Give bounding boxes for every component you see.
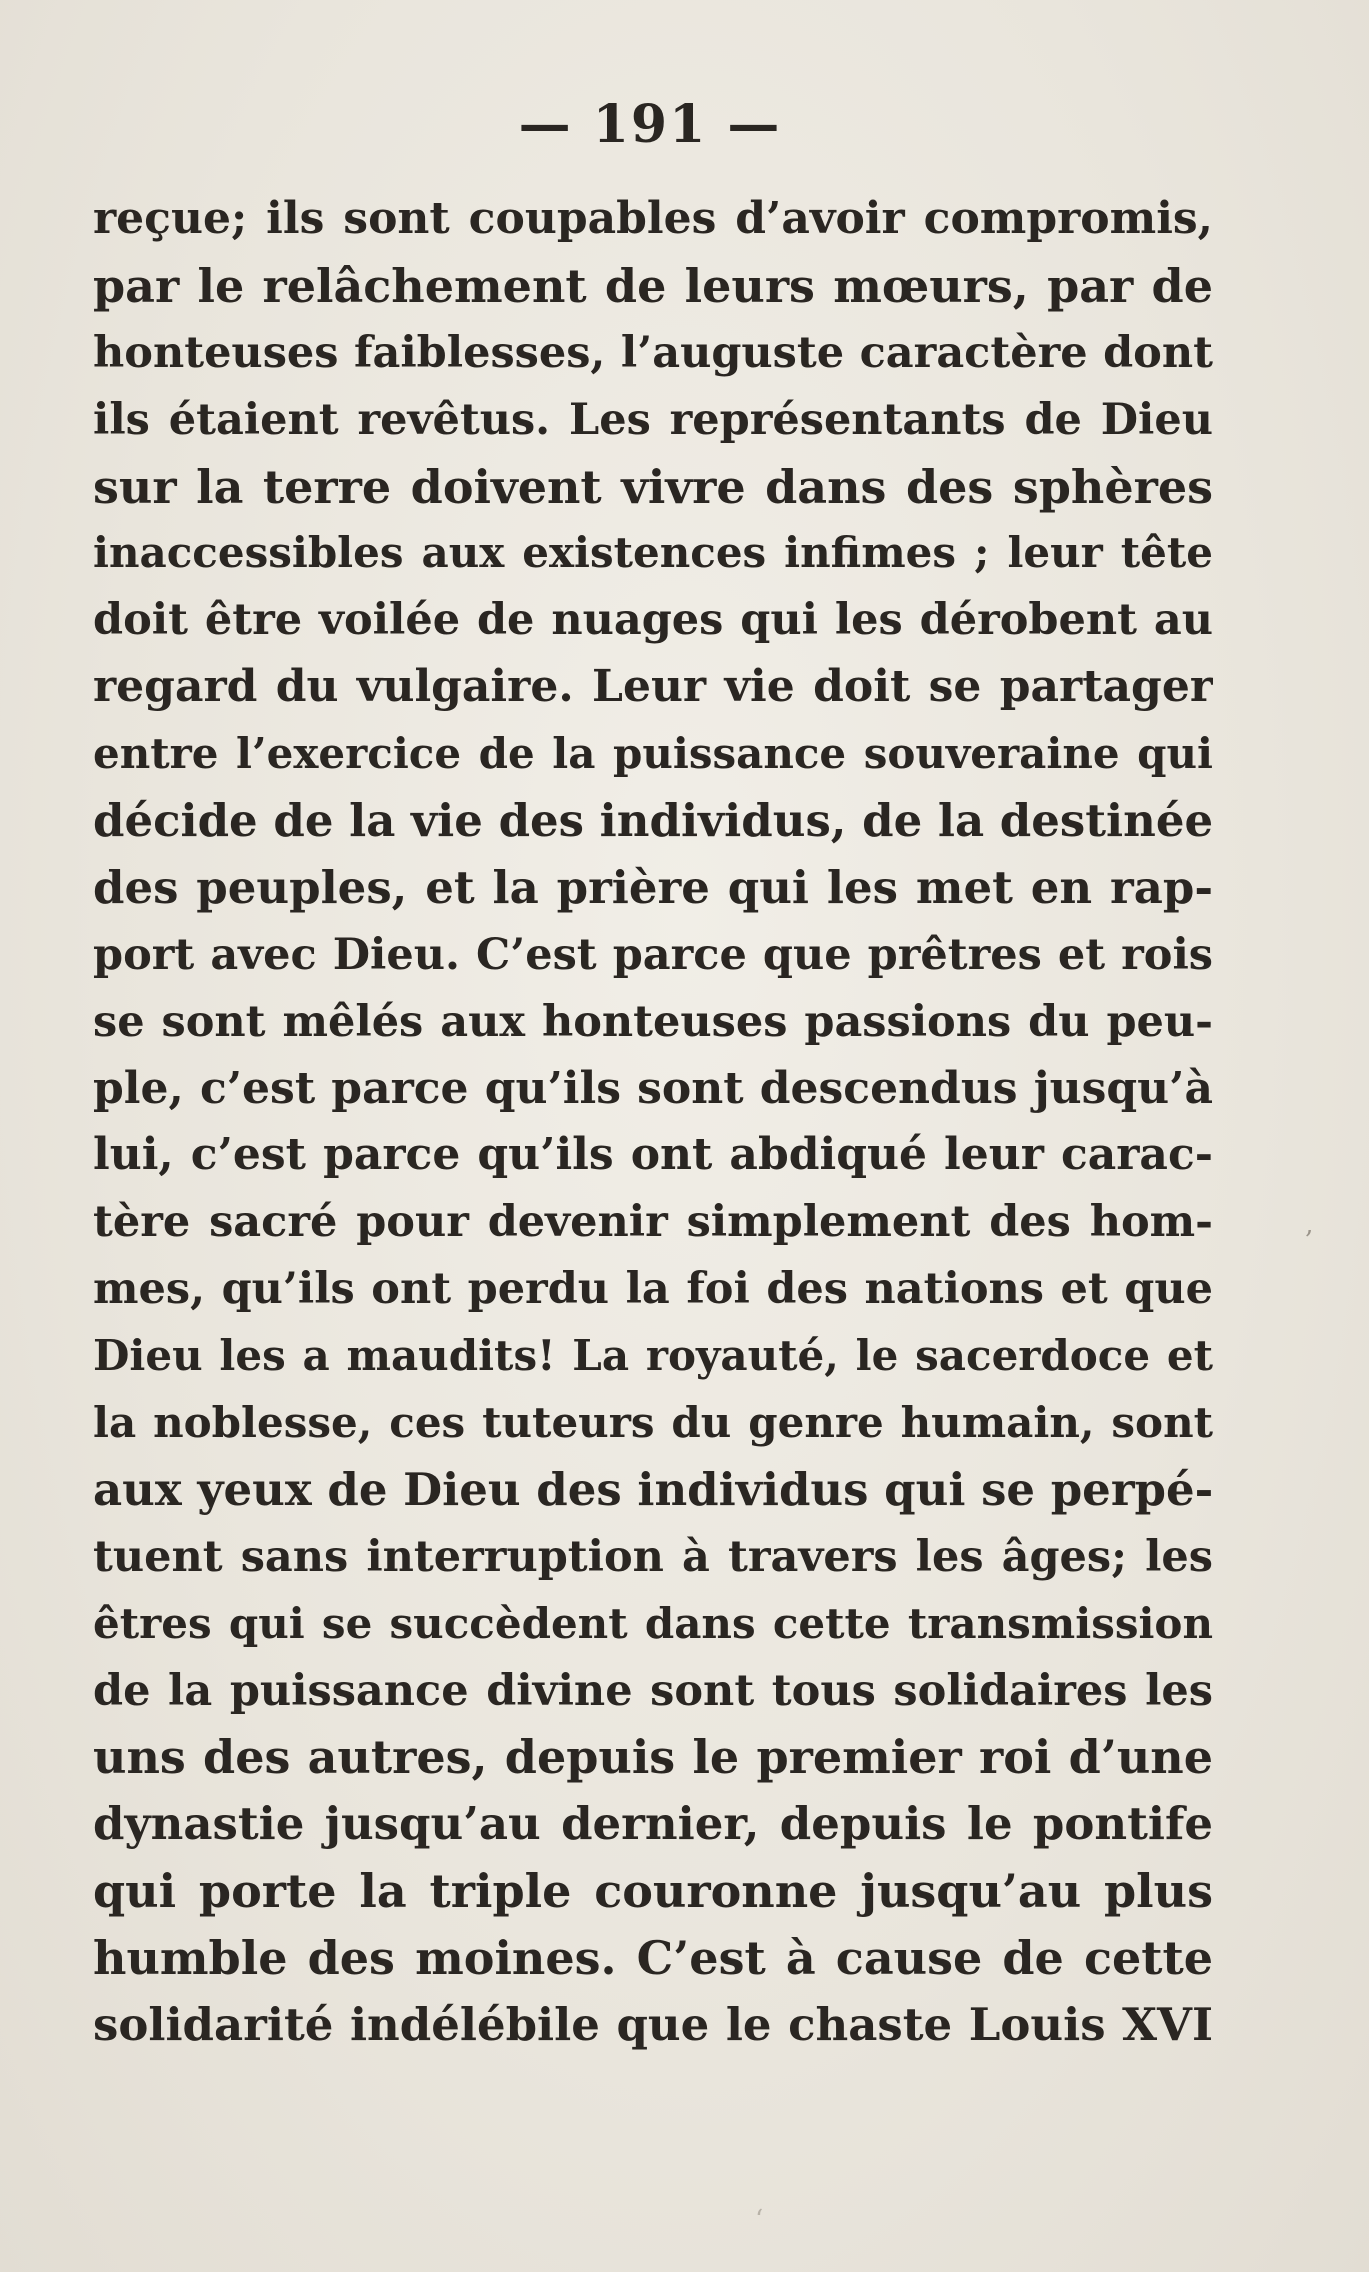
text-line: dynastie jusqu’au dernier, depuis le pontife (93, 1797, 1213, 1851)
text-line: tuent sans interruption à travers les âges; les (93, 1531, 1213, 1582)
text-line: humble des moines. C’est à cause de cette (93, 1931, 1213, 1986)
text-line: lui, c’est parce qu’ils ont abdiqué leur carac- (93, 1129, 1213, 1181)
text-line: aux yeux de Dieu des individus qui se perpé- (93, 1462, 1213, 1516)
text-line: la noblesse, ces tuteurs du genre humain, sont (93, 1398, 1213, 1448)
text-line: mes, qu’ils ont perdu la foi des nations et que (93, 1264, 1213, 1315)
margin-stray-mark: ‚ (1305, 1210, 1314, 1240)
text-line: par le relâchement de leurs mœurs, par de (93, 258, 1213, 313)
text-line: ple, c’est parce qu’ils sont descendus jusqu’à (93, 1062, 1213, 1114)
text-line: uns des autres, depuis le premier roi d’une (93, 1730, 1213, 1785)
text-line: se sont mêlés aux honteuses passions du peu- (93, 996, 1213, 1047)
text-line: inaccessibles aux existences infimes ; leur tête (93, 528, 1213, 578)
bottom-stray-mark: ‘ (755, 2205, 764, 2235)
text-line: tère sacré pour devenir simplement des hom- (93, 1197, 1213, 1248)
text-line: qui porte la triple couronne jusqu’au plus (93, 1864, 1213, 1919)
text-line: sur la terre doivent vivre dans des sphères (93, 459, 1213, 514)
text-line: êtres qui se succèdent dans cette transmission (93, 1598, 1213, 1648)
text-line: entre l’exercice de la puissance souveraine qui (93, 729, 1213, 779)
text-line: des peuples, et la prière qui les met en rap- (93, 860, 1213, 914)
text-line: regard du vulgaire. Leur vie doit se partager (93, 661, 1213, 713)
text-line: doit être voilée de nuages qui les dérobent au (93, 595, 1213, 646)
text-line: reçue; ils sont coupables d’avoir compromis, (93, 193, 1213, 244)
page-number: — 191 — (518, 94, 782, 155)
text-line: honteuses faiblesses, l’auguste caractère dont (93, 327, 1213, 378)
text-line: ils étaient revêtus. Les représentants de Dieu (93, 394, 1213, 445)
text-line: de la puissance divine sont tous solidaires les (93, 1665, 1213, 1716)
text-line: solidarité indélébile que le chaste Louis XVI (93, 1998, 1213, 2052)
text-line: port avec Dieu. C’est parce que prêtres et rois (93, 929, 1213, 980)
body-text (93, 186, 1213, 2059)
text-line: Dieu les a maudits! La royauté, le sacerdoce et (93, 1331, 1213, 1381)
text-line: décide de la vie des individus, de la destinée (93, 794, 1213, 848)
